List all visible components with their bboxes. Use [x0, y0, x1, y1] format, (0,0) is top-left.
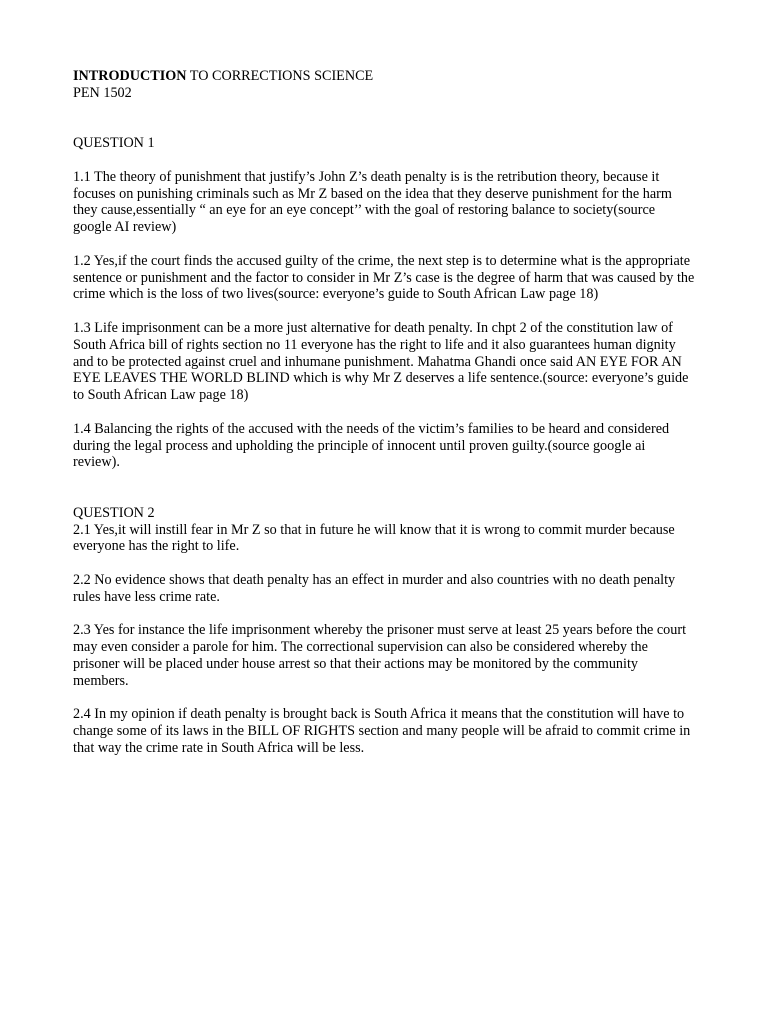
spacer	[73, 236, 695, 253]
spacer	[73, 606, 695, 623]
spacer	[73, 689, 695, 706]
answer-2-1: 2.1 Yes,it will instill fear in Mr Z so that in future he will know that it is wrong to commit murder because everyone has the right to life.	[73, 521, 675, 555]
question-1-heading: QUESTION 1	[73, 135, 155, 152]
answer-2-2: 2.2 No evidence shows that death penalty has an effect in murder and also countries with no death penalty rules have less crime rate.	[73, 571, 676, 605]
title-bold-part: INTRODUCTION	[73, 68, 187, 84]
answer-1-2: 1.2 Yes,if the court finds the accused guilty of the crime, the next step is to determine what is the appropriate sentence or punishment and the factor to consider in Mr Z’s case is the degree of harm that was caused by the crime which is the loss of two lives(source: everyone’s guide to South African Law page 18)	[73, 252, 695, 303]
document-body	[73, 68, 695, 757]
question-2-heading: QUESTION 2	[73, 504, 155, 521]
spacer	[73, 152, 695, 169]
spacer	[73, 555, 695, 572]
spacer	[73, 471, 695, 505]
document-title	[73, 68, 695, 85]
spacer	[73, 303, 695, 320]
spacer	[73, 102, 695, 136]
answer-1-4: 1.4 Balancing the rights of the accused with the needs of the victim’s families to be heard and considered during the legal process and upholding the principle of innocent until proven guilty.(source google ai review).	[73, 420, 670, 471]
answer-1-1: 1.1 The theory of punishment that justify’s John Z’s death penalty is is the retribution theory, because it focuses on punishing criminals such as Mr Z based on the idea that they deserve punishment for the harm they cause,essentially “ an eye for an eye concept’’ with the goal of restoring balance to society(source google AI review)	[73, 168, 672, 236]
answer-2-4: 2.4 In my opinion if death penalty is brought back is South Africa it means that the constitution will have to change some of its laws in the BILL OF RIGHTS section and many people will be afraid to commit crime in that way the crime rate in South Africa will be less.	[73, 706, 691, 756]
answer-1-3: 1.3 Life imprisonment can be a more just alternative for death penalty. In chpt 2 of the constitution law of South Africa bill of rights section no 11 everyone has the right to life and it also guarantees human dignity and to be protected against cruel and inhumane punishment. Mahatma Ghandi once said AN EYE FOR AN EYE LEAVES THE WORLD BLIND which is why Mr Z deserves a life sentence.(source: everyone’s guide to South African Law page 18)	[73, 319, 689, 404]
answer-2-3: 2.3 Yes for instance the life imprisonment whereby the prisoner must serve at least 25 years before the court may even consider a parole for him. The correctional supervision can also be considered whereby the prisoner will be placed under house arrest so that their actions may be monitored by the community members.	[73, 622, 687, 689]
course-code: PEN 1502	[73, 84, 132, 101]
title-rest-part: TO CORRECTIONS SCIENCE	[186, 68, 374, 84]
spacer	[73, 404, 695, 421]
